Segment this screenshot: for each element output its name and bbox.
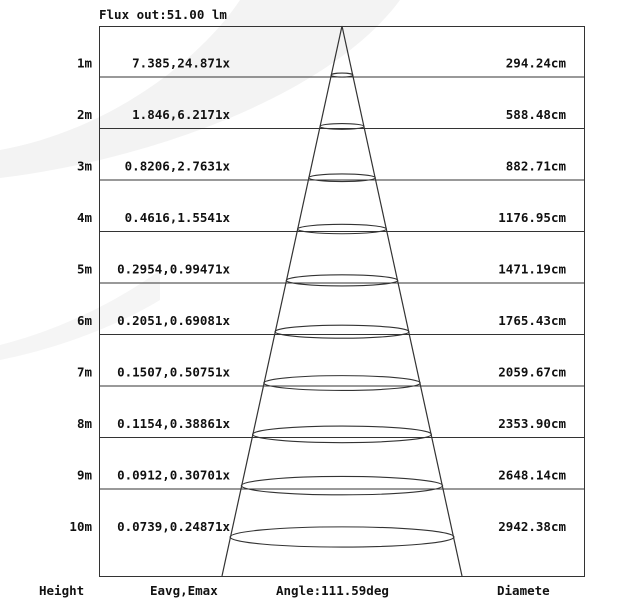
- row-height-label: 3m: [76, 158, 92, 174]
- row-illuminance-value: 0.0739,0.24871x: [117, 519, 230, 534]
- row-diameter-value: 294.24cm: [505, 55, 566, 71]
- row-diameter-value: 1471.19cm: [498, 261, 566, 277]
- beam-section-ellipse: [297, 224, 386, 233]
- row-height-label: 5m: [76, 261, 92, 277]
- beam-cone: [222, 26, 462, 576]
- row-diameter-value: 588.48cm: [505, 107, 566, 122]
- row-illuminance-value: 0.0912,0.30701x: [117, 467, 230, 483]
- beam-section-ellipse: [286, 275, 397, 286]
- row-diameter-value: 2648.14cm: [498, 467, 566, 483]
- row-illuminance-value: 0.1154,0.38861x: [117, 416, 230, 431]
- row-height-label: 2m: [76, 107, 92, 122]
- beam-section-ellipse: [230, 527, 454, 547]
- row-height-label: 8m: [76, 416, 92, 431]
- beam-section-ellipse: [253, 426, 432, 443]
- beam-section-ellipse: [275, 325, 409, 338]
- row-height-label: 7m: [76, 364, 92, 380]
- row-diameter-value: 1176.95cm: [498, 210, 566, 225]
- row-illuminance-value: 1.846,6.2171x: [132, 107, 230, 122]
- row-illuminance-value: 0.1507,0.50751x: [117, 364, 230, 380]
- row-illuminance-value: 0.4616,1.5541x: [124, 210, 230, 225]
- flux-title: Flux out:51.00 lm: [99, 7, 227, 22]
- row-height-label: 6m: [76, 313, 92, 328]
- row-height-label: 9m: [76, 467, 92, 483]
- row-height-label: 4m: [76, 210, 92, 225]
- beam-section-ellipse: [241, 476, 442, 494]
- row-illuminance-value: 0.8206,2.7631x: [124, 158, 230, 174]
- row-diameter-value: 2059.67cm: [498, 364, 566, 380]
- row-height-label: 1m: [76, 55, 92, 71]
- row-illuminance-value: 0.2051,0.69081x: [117, 313, 230, 328]
- row-diameter-value: 1765.43cm: [498, 313, 566, 328]
- height-header: Height: [39, 583, 85, 598]
- row-height-label: 10m: [69, 519, 92, 534]
- illuminance-header: Eavg,Emax: [150, 583, 218, 598]
- row-illuminance-value: 7.385,24.871x: [132, 55, 230, 71]
- row-illuminance-value: 0.2954,0.99471x: [117, 261, 230, 277]
- beam-section-ellipse: [264, 376, 420, 391]
- row-diameter-value: 882.71cm: [505, 158, 566, 174]
- diameter-header: Diamete: [497, 583, 550, 598]
- row-diameter-value: 2942.38cm: [498, 519, 566, 534]
- beam-angle-label: Angle:111.59deg: [276, 583, 389, 598]
- row-diameter-value: 2353.90cm: [498, 416, 566, 431]
